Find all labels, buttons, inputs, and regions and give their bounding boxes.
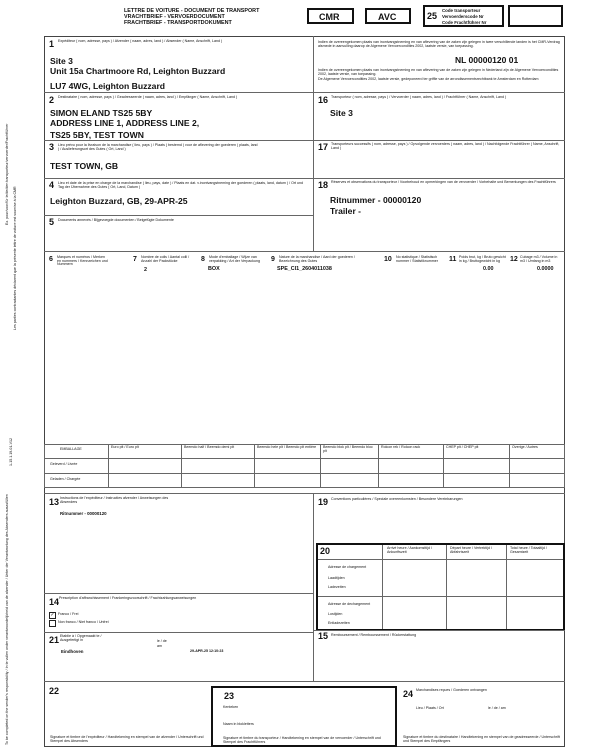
box20-load-wait: Laadtijden	[328, 576, 345, 580]
carrier-remark-2: Trailer -	[330, 206, 362, 216]
consignee-line2: ADDRESS LINE 1, ADDRESS LINE 2,	[50, 118, 200, 128]
box19-num: 19	[318, 497, 329, 507]
box23-num: 23	[224, 691, 235, 701]
pkg-header-6: CHEP plt / CHEP plt	[446, 445, 479, 449]
nl-number: NL 00000120 01	[455, 55, 519, 65]
non-franco-checkbox[interactable]	[49, 620, 56, 627]
pkg-header-2: Beemdo half / Beemdo demi plt	[184, 445, 235, 449]
pkg-header-3: Beemdo hele plt / Beemdo plt entière	[257, 445, 317, 449]
box20-row-2	[318, 596, 563, 597]
box15-num: 15	[318, 631, 329, 641]
pkg-header-1: Euro plt / Euro plt	[111, 445, 139, 449]
box20-unload-addr: Adresse de dechargement	[328, 602, 371, 606]
box20	[316, 543, 565, 631]
box2-label: Destinataire ( nom, adresse, pays ) / Geadresseerde ( naam, adres, land ) / Empfänger ( Name, Anschrift, Land )	[58, 95, 238, 99]
pkg-col-6	[443, 444, 444, 488]
avc-label: AVC	[378, 12, 397, 22]
goods-packages: 2	[144, 267, 147, 273]
instructions-value: Ritnummer - 00000120	[60, 511, 107, 516]
goods-volume: 0.0000	[537, 266, 554, 272]
box4-num: 4	[49, 180, 55, 190]
legal-text-3: De Algemene Vervoercondities 2002, laatste versie, gedeponeerd ter griffie van de arrondissementsrechtbank te Amsterdam en Rotterdam	[318, 77, 539, 81]
box13-num: 13	[49, 497, 60, 507]
side-text-1: Ex. pour/voor/für le/de/den transporteur/vervoerder/Frachtführer	[5, 123, 9, 225]
box17-num: 17	[318, 142, 329, 152]
pkg-col-4	[320, 444, 321, 488]
legal-text-2: Indien de overeengekomen plaats van inontvangstneming en van aflevering van de zaken zijn gelegen in Nederland zijn de Algemene Vervoercondities 2002, laatste versie, van toepassing.	[318, 68, 559, 77]
box20-col-3	[506, 545, 507, 629]
goods-weight: 0.00	[483, 266, 494, 272]
frame-divider-bottom	[313, 493, 314, 681]
col9-label: Nature de la marchandise / Aard der goederen / Bezeichnung des Gutes	[279, 255, 355, 263]
col6-num: 6	[49, 256, 53, 263]
box20-unload-stop: Entladezeiten	[328, 621, 350, 625]
row-line-4	[44, 215, 314, 216]
row-line-7	[44, 593, 314, 594]
pkg-line-1	[44, 458, 565, 459]
consignee-line1: SIMON ELAND TS25 5BY	[50, 108, 153, 118]
title-line3: FRACHTBRIEF - TRANSPORTDOKUMENT	[124, 20, 232, 26]
code-line3: Code Frachtführer Nr	[442, 20, 487, 25]
box18-label: Réserves et observations du transporteur / Voorbehoud en opmerkingen van de vervoerder / Vorbehalte und Bemerkungen des Frachtführers	[331, 180, 556, 184]
code-line1: Code transporteur	[442, 8, 481, 13]
code-line2: Vervoerderscode Nr	[442, 14, 484, 19]
row-line-10	[44, 681, 565, 682]
box20-row-1	[318, 559, 563, 560]
cmr-label: CMR	[319, 12, 340, 22]
issued-date: 29-APR-25 12:10:23	[190, 649, 224, 653]
box2-num: 2	[49, 95, 55, 105]
col7-num: 7	[133, 256, 137, 263]
box22-num: 22	[49, 686, 60, 696]
col7-label: Nombre de colis / Aantal colli / Anzahl der Packstücke	[141, 255, 190, 263]
col8-label: Mode d'emballage / Wijze van verpakking / Art der Verpackung	[209, 255, 260, 263]
box23	[211, 686, 397, 747]
box3-num: 3	[49, 142, 55, 152]
row-line-5	[44, 251, 565, 252]
goods-packing: BOX	[208, 266, 220, 272]
col10-label: No statistique / Statistisch nummer / Statistiknummer	[396, 255, 438, 263]
box13-label: Instructions de l'expéditeur / Instructies afzender / Anweisungen des Absenders	[60, 496, 169, 504]
box16-num: 16	[318, 95, 329, 105]
box23-naam: Naam in blokletters	[223, 722, 254, 726]
side-text-3: 1-15.1.19-01-V12	[9, 438, 13, 466]
col12-num: 12	[510, 256, 518, 263]
carrier-value: Site 3	[330, 108, 353, 118]
goods-nature: SPE_CI1_2604011038	[277, 266, 332, 272]
col9-num: 9	[271, 256, 275, 263]
box17-label: Transporteurs successifs ( nom, adresse, pays ) / Opvolgende vervoerders ( naam, adres, land ) / Nachfolgende Frachtführer ( Name, Anschrift, Land )	[331, 142, 560, 150]
pkg-header-0: EMBALLAGE	[60, 447, 82, 451]
box21-am: am	[157, 644, 162, 648]
row-line-1	[44, 92, 565, 93]
box23-kenteken: Kenteken	[223, 705, 239, 709]
sender-line3: LU7 4WG, Leighton Buzzard	[50, 81, 166, 91]
pkg-col-7	[509, 444, 510, 488]
consignee-line3: TS25 5BY, TEST TOWN	[50, 130, 144, 140]
sender-line2: Unit 15a Chartmoore Rd, Leighton Buzzard	[50, 66, 226, 76]
avc-box	[365, 8, 411, 24]
box16-label: Transporteur ( nom, adresse, pays ) / Vervoerder ( naam, adres, land ) / Frachtführer ( Name, Anschrift, Land )	[331, 95, 507, 99]
frame-divider-top	[313, 36, 314, 251]
pkg-col-5	[378, 444, 379, 488]
franco-checkbox[interactable]: ✓	[50, 612, 55, 618]
box20-arrival: Arrivé heure / Aankomsttijd / Ankunftszeit	[387, 546, 432, 554]
col10-num: 10	[384, 256, 392, 263]
box14-num: 14	[49, 597, 60, 607]
pickup-place-date: Leighton Buzzard, GB, 29-APR-25	[50, 196, 188, 206]
box20-load-addr: Adresse de chargement	[328, 565, 367, 569]
box20-col-1	[382, 545, 383, 629]
row-line-3	[44, 178, 565, 179]
pkg-col-3	[254, 444, 255, 488]
pkg-line-2	[44, 473, 565, 474]
box20-load-stop: Ladezeiten	[328, 585, 346, 589]
box24-lieu: Lieu / Plaats / Ort	[416, 706, 444, 710]
box24-le: le / de / am	[488, 706, 506, 710]
box20-num: 20	[320, 546, 331, 556]
box21-le: le / de	[157, 639, 167, 643]
box24-signature: Signature et timbre du destinataire / Handtekening en stempel van de geadresseerde / Unterschrift und Stempel des Empfängers	[403, 735, 560, 743]
side-text-2: Les parties contractantes déclarent que la présente lettre de voiture est soumise à la CMR	[13, 186, 17, 330]
box25	[423, 5, 504, 27]
row-line-8	[44, 632, 314, 633]
sender-line1: Site 3	[50, 56, 73, 66]
box25-num: 25	[427, 11, 438, 21]
col11-label: Poids brut, kg / Bruto gewicht in kg / Bruttogewicht in kg	[459, 255, 506, 263]
row-line-6	[44, 493, 565, 494]
pkg-header-4: Beemdo blok plt / Beemdo bloc plt	[323, 445, 373, 453]
box20-total: Total heure / Totaaltijd / Gesamtzeit	[510, 546, 547, 554]
col6-label: Marques et numéros / Merken en nummers / Kennzeichen und Nummern	[57, 255, 108, 267]
box3-label: Lieu prévu pour la livraison de la marchandise ( lieu, pays ) / Plaats ( bestemd ) voor de aflevering der goederen ( plaats, land ) / Auslieferungsort des Gutes ( Ort, Land )	[58, 143, 258, 152]
box1-label: Expéditeur ( nom, adresse, pays ) / Afzender ( naam, adres, land ) / Absender ( Name, Anschrift, Land )	[58, 39, 223, 43]
box1-num: 1	[49, 39, 55, 49]
cmr-box	[307, 8, 354, 24]
pkg-header-7: Overige / Autres	[512, 445, 538, 449]
code-value-box[interactable]	[508, 5, 563, 27]
pkg-row-delivered: Geleverd / Livrée	[50, 462, 78, 466]
box20-departure: Départ heure / Vertrektijd / Abfahrtszeit	[450, 546, 492, 554]
side-text-4: To be completed on the sender's responsibility / In te vullen onder verantwoordelijkheid van de afzender / Unter der Verantwortung des Absenders auszufüllen	[5, 494, 9, 745]
box23-signature: Signature et timbre du transporteur / Handtekening en stempel van de vervoerder / Unterschrift und Stempel des Frachtführers	[223, 736, 381, 744]
box22-signature: Signature et timbre de l'expéditeur / Handtekening en stempel van de afzender / Unterschrift und Stempel des Absenders	[50, 735, 204, 743]
box14-label: Prescription d'affranchissement / Frankeringsvoorschrift / Frachtzahlungsanweisungen	[59, 596, 197, 600]
box21-label: Etablie à / Opgemaakt te / Ausgefertigt in	[60, 634, 102, 642]
issued-place: Eindhoven	[61, 649, 84, 654]
box20-unload-wait: Lostijden	[328, 612, 343, 616]
delivery-place: TEST TOWN, GB	[50, 161, 119, 171]
box5-num: 5	[49, 217, 55, 227]
pkg-col-1	[108, 444, 109, 488]
title-line1: LETTRE DE VOITURE - DOCUMENT DE TRANSPORT	[124, 8, 260, 14]
non-franco-label: Non franco / Niet franco / Unfrei	[58, 620, 109, 624]
box21-num: 21	[49, 635, 60, 645]
packaging-table	[44, 444, 565, 488]
carrier-remark-1: Ritnummer - 00000120	[330, 195, 422, 205]
title-line2: VRACHTBRIEF - VERVOERDOCUMENT	[124, 14, 225, 20]
box18-num: 18	[318, 180, 329, 190]
franco-label: Franco / Frei	[58, 612, 79, 616]
box19-label: Conventions particulières / Speciale overeenkomsten / Besondere Vereinbarungen	[331, 497, 463, 501]
col12-label: Cubage m3 / Volume in m3 / Umfang in m3	[520, 255, 558, 263]
pkg-col-2	[181, 444, 182, 488]
pkg-row-loaded: Geladen / Chargée	[50, 477, 81, 481]
box4-label: Lieu et date de la prise en charge de la marchandise ( lieu, pays, date ) / Plaats en dat. v.inontvangstneming der goederen ( plaats, land, datum ) / Ort und Tag der Übernahme des Gutes ( Ort, Land, Datum )	[58, 181, 304, 190]
col11-num: 11	[449, 256, 457, 263]
box5-label: Documents annexés / Bijgevoegde documenten / Beigefügte Dokumente	[58, 218, 174, 222]
row-line-2	[44, 140, 565, 141]
box24-label: Marchandises reçues / Goederen ontvangen	[416, 688, 487, 692]
box24-num: 24	[403, 689, 414, 699]
box20-col-2	[446, 545, 447, 629]
col8-num: 8	[201, 256, 205, 263]
box15-label: Remboursement / Rembourssement / Rückerstattung	[331, 633, 417, 637]
legal-text-1: Indien de overeengekomen plaats van inontvangstneming en van aflevering van de zaken zijn gelegen in twee verschillende landen is het CMR-Verdrag alsmede in aanvulling daarop de Algemene Vervoercondities 2002, laatste versie, van toepassing.	[318, 40, 560, 49]
row-line-9	[313, 630, 565, 631]
pkg-header-5: Rolcon rek / Rolcon rack	[381, 445, 421, 449]
